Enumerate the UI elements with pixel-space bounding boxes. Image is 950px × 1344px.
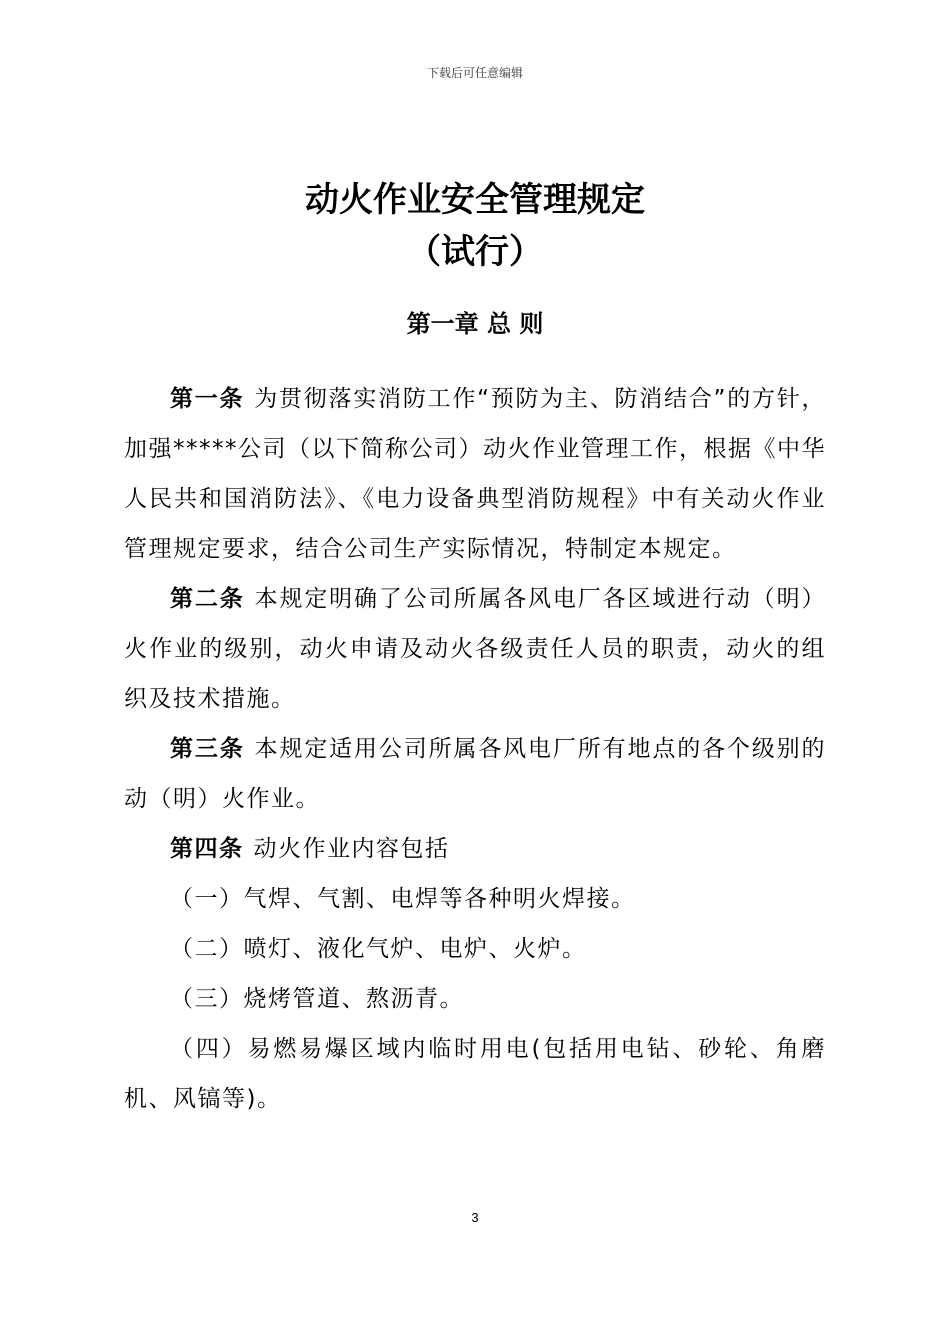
list-item: （二）喷灯、液化气炉、电炉、火炉。 bbox=[170, 936, 587, 962]
document-body bbox=[124, 374, 826, 1124]
article-2 bbox=[124, 574, 826, 724]
page-number: 3 bbox=[471, 1210, 479, 1225]
article-label: 第四条 bbox=[170, 836, 244, 862]
chapter-heading: 第一章 总 则 bbox=[406, 310, 544, 338]
document-title: 动火作业安全管理规定 bbox=[305, 180, 645, 220]
article-label: 第二条 bbox=[170, 586, 245, 612]
article-text: 为贯彻落实消防工作“预防为主、防消结合”的方针，加强*****公司（以下简称公司）动火作业管理工作，根据《中华人民共和国消防法》、《电力设备典型消防规程》中有关动火作业管理规定要求，结合公司生产实际情况，特制定本规定。 bbox=[124, 386, 827, 562]
article-4 bbox=[124, 824, 826, 874]
list-item: （三）烧烤管道、熬沥青。 bbox=[170, 986, 464, 1012]
list-item: （一）气焊、气割、电焊等各种明火焊接。 bbox=[170, 886, 636, 912]
article-label: 第三条 bbox=[170, 736, 245, 762]
article-1 bbox=[124, 374, 826, 574]
list-item: （四）易燃易爆区域内临时用电(包括用电钻、砂轮、角磨机、风镐等)。 bbox=[124, 1036, 826, 1112]
article-text: 本规定明确了公司所属各风电厂各区域进行动（明）火作业的级别，动火申请及动火各级责任人员的职责，动火的组织及技术措施。 bbox=[124, 586, 827, 712]
article-label: 第一条 bbox=[170, 386, 245, 412]
article-3 bbox=[124, 724, 826, 824]
article-text: 动火作业内容包括 bbox=[253, 836, 450, 862]
header-note: 下载后可任意编辑 bbox=[426, 66, 523, 80]
article-text: 本规定适用公司所属各风电厂所有地点的各个级别的动（明）火作业。 bbox=[124, 736, 827, 812]
document-subtitle: （试行） bbox=[407, 232, 543, 272]
